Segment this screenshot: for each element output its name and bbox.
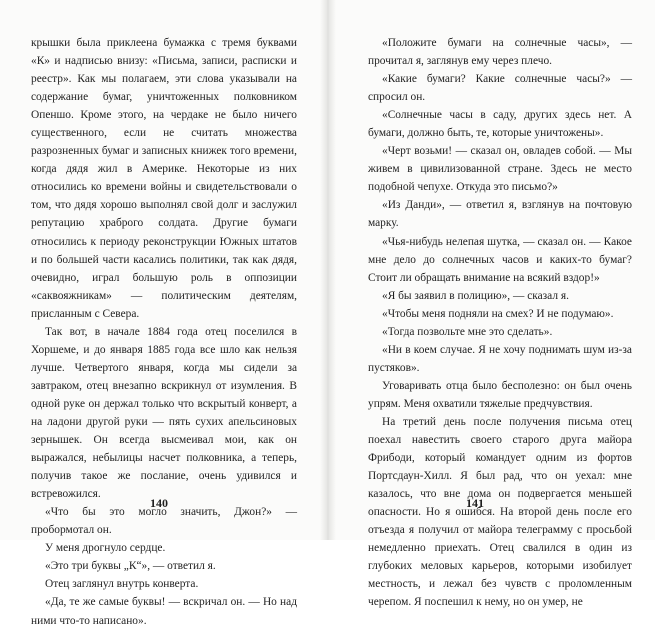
paragraph: крышки была приклеена бумажка с тремя буквами «К» и надписью внизу: «Письма, записи, расписки и реестр». Как мы полагаем, эти слова указывали на содержание бумаг, уничтоженных полковником Опеншо. Кроме этого, на чердаке не было ничего существенного, если не считать множества разрозненных бумаг и записных книжек того времени, когда дядя жил в Америке. Некоторые из них относились ко времени войны и свидетельствовали о том, что дядя хорошо выполнял свой долг и заслужил репутацию храброго солдата. Другие бумаги относились к периоду реконструкции Южных штатов и по большей части касались политики, так как дядя, очевидно, играл большую роль в оппозиции «саквояжникам» — политическим деятелям, присланным с Севера. [31,37,297,320]
paragraph: У меня дрогнуло сердце. [45,542,166,555]
paragraph: «Положите бумаги на солнечные часы», — прочитал я, заглянув ему через плечо. [368,37,632,68]
left-page [0,0,320,627]
paragraph: Уговаривать отца было бесполезно: он был очень упрям. Меня охватили тяжелые предчувствия. [368,379,632,410]
paragraph: «Чья-нибудь нелепая шутка, — сказал он. — Какое мне дело до солнечных часов и каких-то бумаг? Стоит ли обращать внимание на всякий вздор!» [368,235,632,284]
paragraph: «Я бы заявил в полицию», — сказал я. [382,289,569,302]
right-page [336,0,655,609]
paragraph: «Ни в коем случае. Я не хочу поднимать шум из-за пустяков». [368,343,632,374]
book-gutter [320,0,336,540]
right-page-text [368,34,632,612]
page-number: 140 [150,496,168,510]
paragraph: На третий день после получения письма отец поехал навестить своего старого друга майора Фрибоди, который командует одним из фортов Портсдаун-Хилл. Я был рад, что он уехал: мне казалось, что вне дома он подвергается меньшей опасности. Но я ошибся. На второй день после его отъезда я получил от майора телеграмму с просьбой немедленно приехать. Отец свалился в один из глубоких меловых карьеров, которыми изобилует местность, и лежал без чувств с проломленным черепом. Я поспешил к нему, но он умер, не [368,415,632,609]
paragraph: Отец заглянул внутрь конверта. [45,578,199,591]
page-number: 141 [466,496,484,510]
paragraph: «Из Данди», — ответил я, взглянув на почтовую марку. [368,199,632,230]
paragraph: «Солнечные часы в саду, других здесь нет. А бумаги, должно быть, те, которые уничтожены». [368,109,632,140]
left-page-text [31,34,297,630]
paragraph: «Что бы это могло значить, Джон?» — пробормотал он. [31,506,297,537]
paragraph: «Да, те же самые буквы! — вскричал он. — Но над ними что-то написано». [31,596,297,627]
paragraph: Так вот, в начале 1884 года отец поселился в Хоршеме, и до января 1885 года все шло как нельзя лучше. Четвертого января, когда мы сидели за завтраком, отец внезапно вскрикнул от изумления. В одной руке он держал только что вскрытый конверт, а на ладони другой руки — пять сухих апельсиновых зернышек. Он всегда высмеивал мои, как он выражался, небылицы насчет полковника, а теперь, получив такое же послание, очень удивился и встревожился. [31,325,297,501]
paragraph: «Тогда позвольте мне это сделать». [382,325,553,338]
paragraph: «Это три буквы „К“», — ответил я. [45,560,216,573]
paragraph: «Какие бумаги? Какие солнечные часы?» — спросил он. [368,73,632,104]
paragraph: «Чтобы меня подняли на смех? И не подумаю». [382,307,614,320]
paragraph: «Черт возьми! — сказал он, овладев собой. — Мы живем в цивилизованной стране. Здесь не место подобной чепухе. Откуда это письмо?» [368,145,632,194]
